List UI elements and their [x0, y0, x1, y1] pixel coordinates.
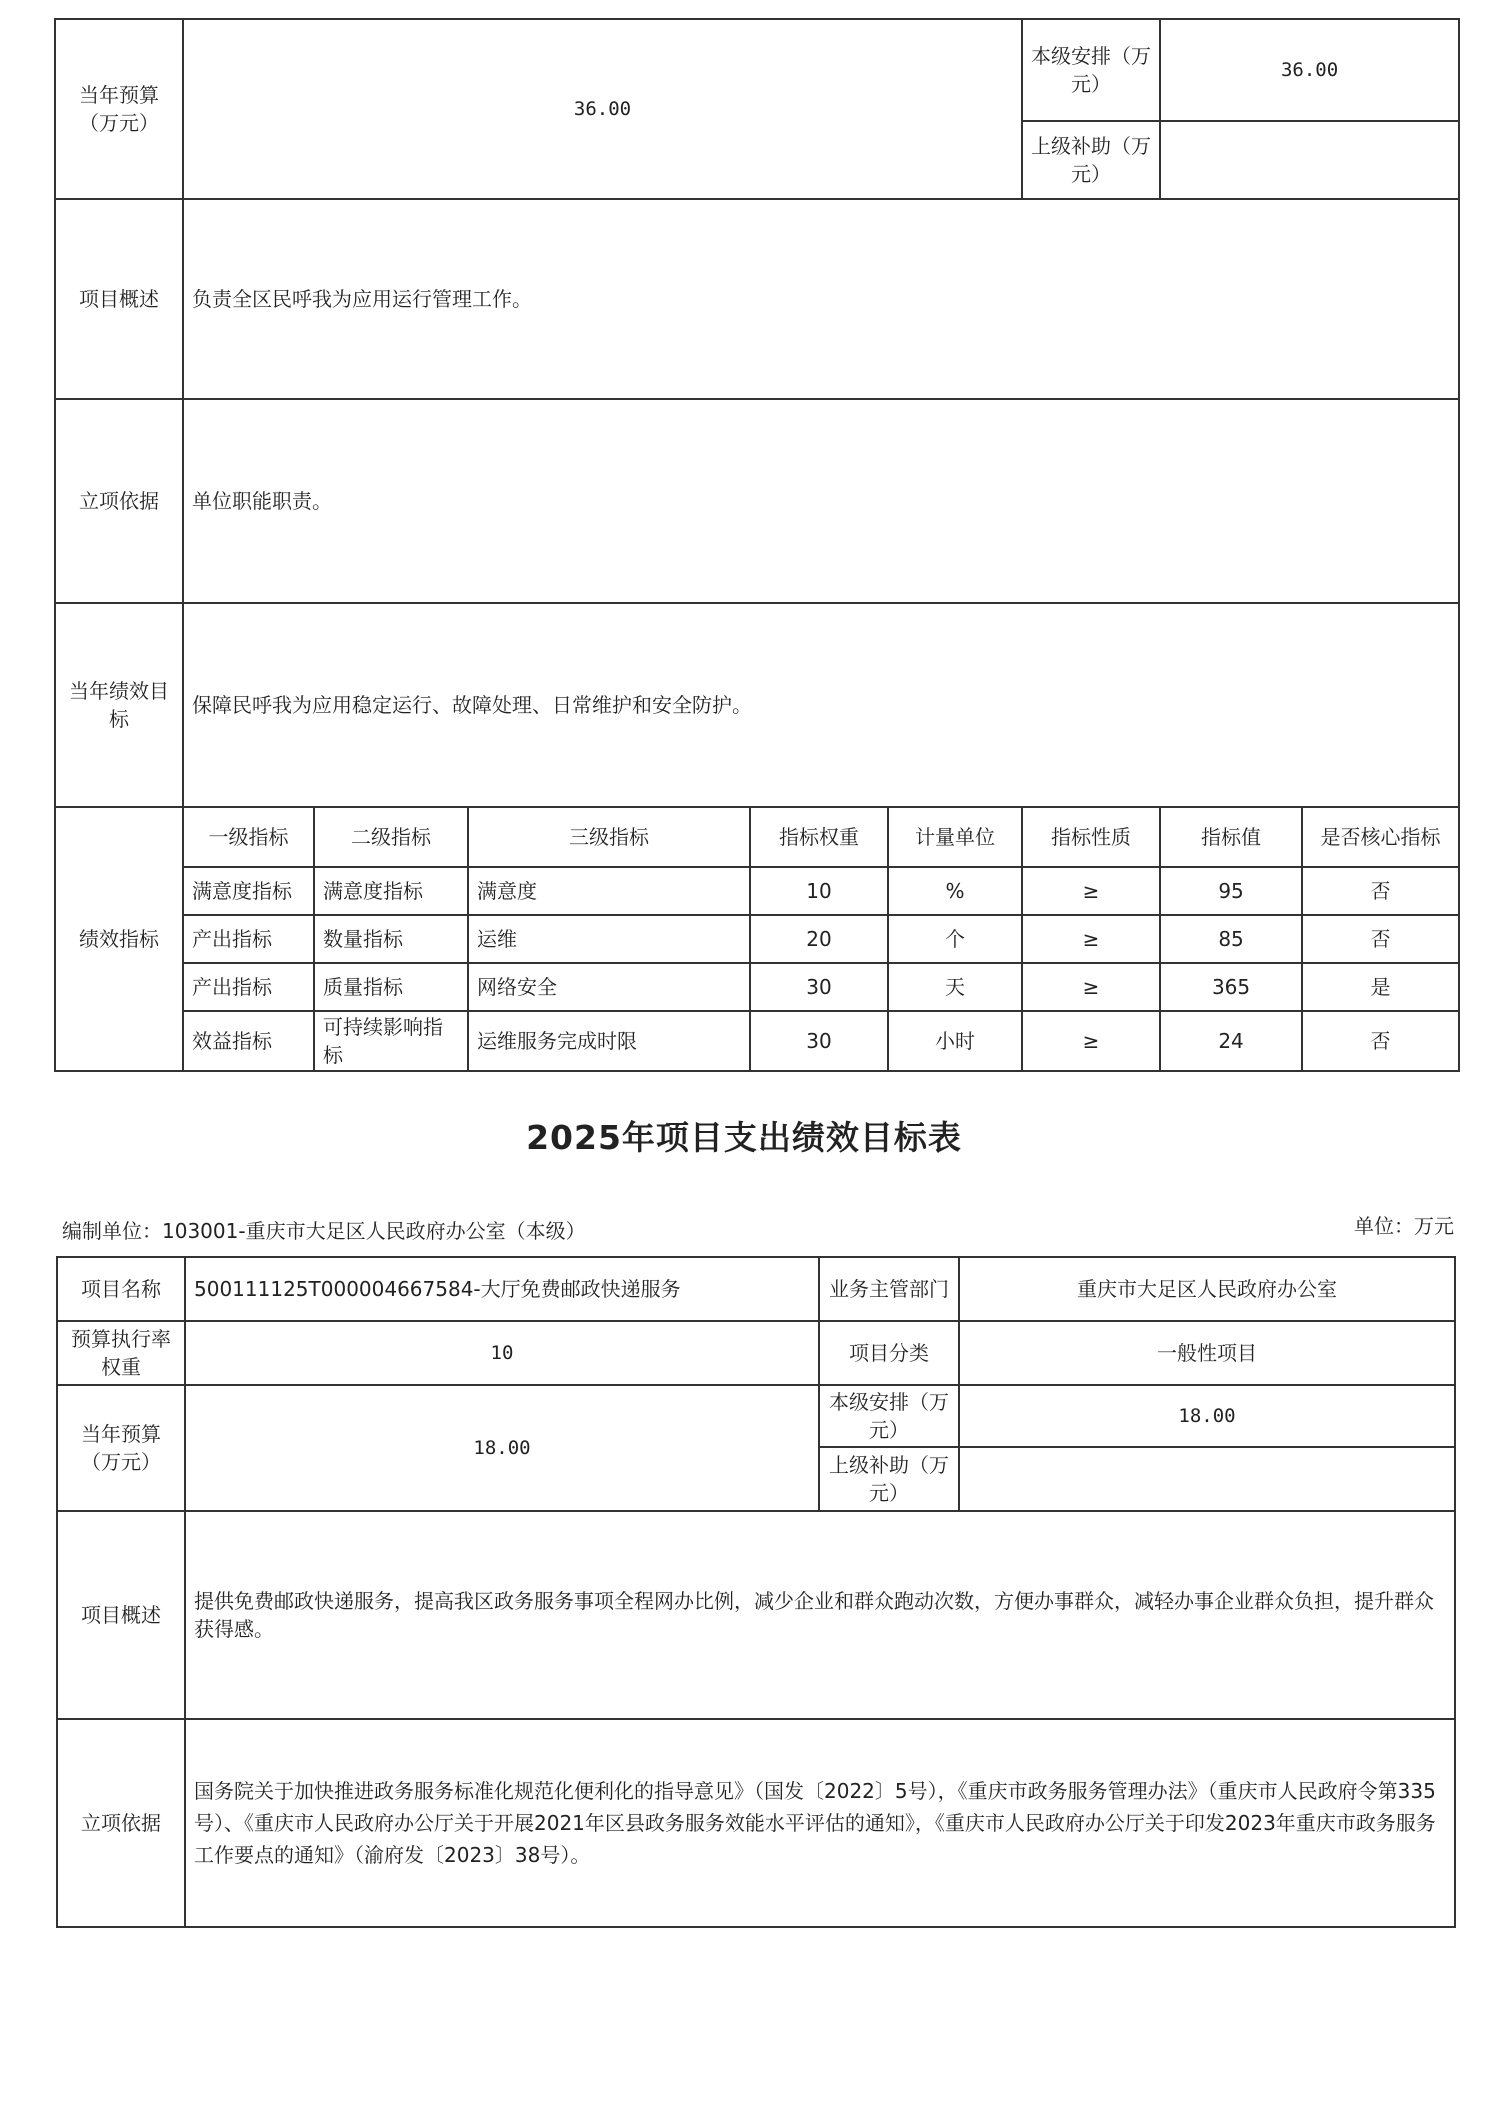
cell: 否: [1302, 867, 1459, 915]
performance-table-2: [56, 1256, 1456, 1928]
cell: 满意度指标: [183, 867, 314, 915]
overview-label: 项目概述: [57, 1511, 185, 1719]
header-cell: 指标值: [1160, 807, 1302, 867]
basis-text: 单位职能职责。: [183, 399, 1459, 603]
cell: 30: [750, 1011, 888, 1071]
unit-label: 单位：万元: [1354, 1214, 1454, 1238]
cell: 满意度: [468, 867, 750, 915]
cell: 是: [1302, 963, 1459, 1011]
basis-text: 国务院关于加快推进政务服务标准化规范化便利化的指导意见》（国发〔2022〕5号），《重庆市政务服务管理办法》（重庆市人民政府令第335号）、《重庆市人民政府办公厅关于开展2021年区县政务服务效能水平评估的通知》，《重庆市人民政府办公厅关于印发2023年重庆市政务服务工作要点的通知》（渝府发〔2023〕38号）。: [185, 1719, 1455, 1927]
cell: %: [888, 867, 1022, 915]
indicator-label: 绩效指标: [55, 807, 183, 1071]
cell: 365: [1160, 963, 1302, 1011]
cell: 小时: [888, 1011, 1022, 1071]
cell: 运维: [468, 915, 750, 963]
basis-label: 立项依据: [57, 1719, 185, 1927]
cell: 85: [1160, 915, 1302, 963]
performance-table-1: [54, 18, 1460, 1072]
header-cell: 一级指标: [183, 807, 314, 867]
cell: 产出指标: [183, 963, 314, 1011]
goal-label: 当年绩效目标: [55, 603, 183, 807]
compiling-unit: 编制单位：103001-重庆市大足区人民政府办公室（本级）: [62, 1219, 586, 1243]
header-cell: 三级指标: [468, 807, 750, 867]
header-cell: 指标性质: [1022, 807, 1160, 867]
header-cell: 二级指标: [314, 807, 468, 867]
header-cell: 指标权重: [750, 807, 888, 867]
cell: 否: [1302, 915, 1459, 963]
overview-text: 提供免费邮政快递服务，提高我区政务服务事项全程网办比例，减少企业和群众跑动次数，方便办事群众，减轻办事企业群众负担，提升群众获得感。: [185, 1511, 1455, 1719]
table-row: [55, 1011, 1459, 1071]
cell: 运维服务完成时限: [468, 1011, 750, 1071]
local-value: 18.00: [959, 1385, 1455, 1447]
header-cell: 计量单位: [888, 807, 1022, 867]
table-row: [55, 867, 1459, 915]
basis-label: 立项依据: [55, 399, 183, 603]
cell: 10: [750, 867, 888, 915]
cell: 否: [1302, 1011, 1459, 1071]
budget-label: 当年预算（万元）: [57, 1385, 185, 1511]
name-value: 500111125T000004667584-大厅免费邮政快递服务: [185, 1257, 819, 1321]
upper-label: 上级补助（万元）: [1022, 121, 1160, 199]
cell: 95: [1160, 867, 1302, 915]
rate-value: 10: [185, 1321, 819, 1385]
cell: 天: [888, 963, 1022, 1011]
cell: ≥: [1022, 867, 1160, 915]
name-label: 项目名称: [57, 1257, 185, 1321]
cell: 网络安全: [468, 963, 750, 1011]
cell: 24: [1160, 1011, 1302, 1071]
cell: ≥: [1022, 963, 1160, 1011]
local-label: 本级安排（万元）: [819, 1385, 959, 1447]
budget-value: 18.00: [185, 1385, 819, 1511]
class-label: 项目分类: [819, 1321, 959, 1385]
header-cell: 是否核心指标: [1302, 807, 1459, 867]
overview-text: 负责全区民呼我为应用运行管理工作。: [183, 199, 1459, 399]
upper-label: 上级补助（万元）: [819, 1447, 959, 1511]
cell: 质量指标: [314, 963, 468, 1011]
budget-label: 当年预算（万元）: [55, 19, 183, 199]
table-row: [55, 915, 1459, 963]
cell: 20: [750, 915, 888, 963]
table-row: [55, 963, 1459, 1011]
cell: 效益指标: [183, 1011, 314, 1071]
overview-label: 项目概述: [55, 199, 183, 399]
cell: ≥: [1022, 915, 1160, 963]
budget-value: 36.00: [183, 19, 1022, 199]
cell: 满意度指标: [314, 867, 468, 915]
upper-value: [959, 1447, 1455, 1511]
local-value: 36.00: [1160, 19, 1459, 121]
class-value: 一般性项目: [959, 1321, 1455, 1385]
dept-label: 业务主管部门: [819, 1257, 959, 1321]
page-title: 2025年项目支出绩效目标表: [526, 1118, 962, 1157]
goal-text: 保障民呼我为应用稳定运行、故障处理、日常维护和安全防护。: [183, 603, 1459, 807]
upper-value: [1160, 121, 1459, 199]
cell: 产出指标: [183, 915, 314, 963]
cell: 30: [750, 963, 888, 1011]
cell: 数量指标: [314, 915, 468, 963]
local-label: 本级安排（万元）: [1022, 19, 1160, 121]
dept-value: 重庆市大足区人民政府办公室: [959, 1257, 1455, 1321]
cell: 可持续影响指标: [314, 1011, 468, 1071]
cell: 个: [888, 915, 1022, 963]
cell: ≥: [1022, 1011, 1160, 1071]
rate-label: 预算执行率权重: [57, 1321, 185, 1385]
